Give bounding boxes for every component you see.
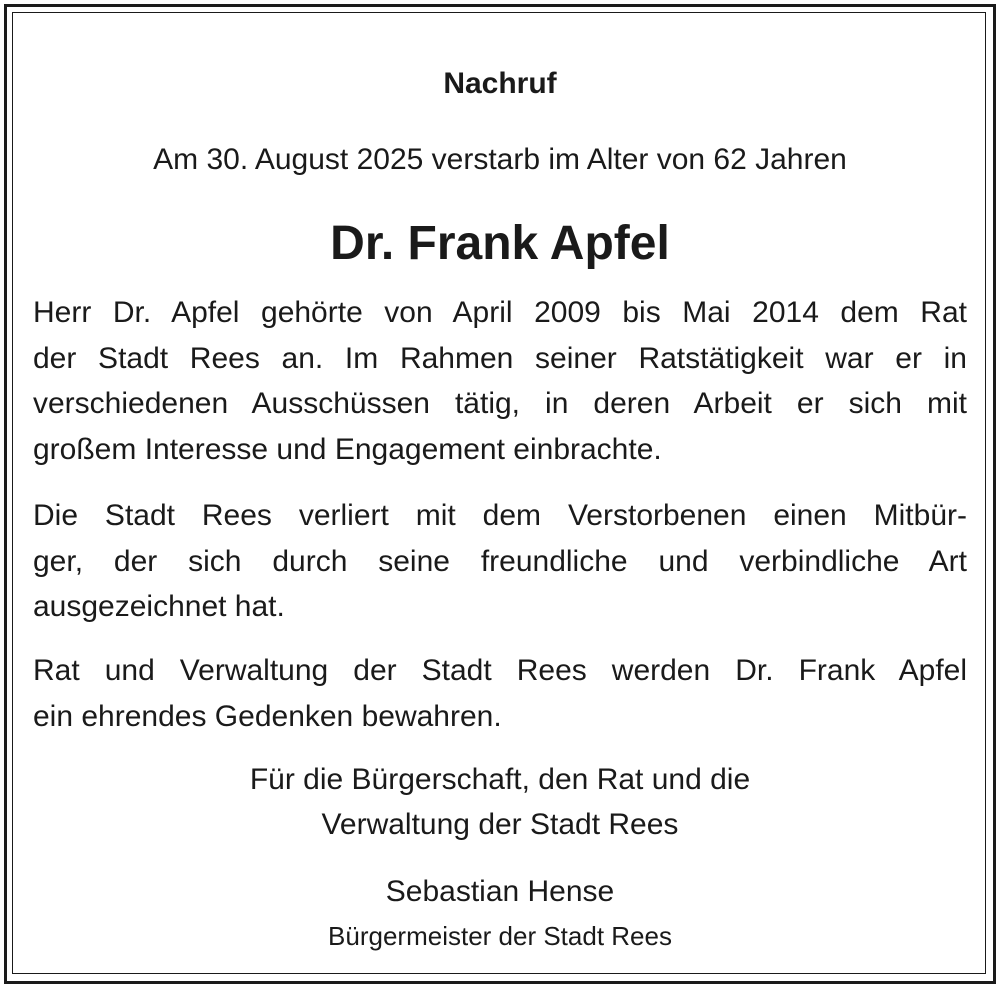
paragraph-line: Rat und Verwaltung der Stadt Rees werden Dr. Frank Apfel bbox=[33, 654, 967, 687]
deceased-name: Dr. Frank Apfel bbox=[330, 217, 670, 270]
closing-line: Verwaltung der Stadt Rees bbox=[321, 808, 679, 841]
paragraph-career bbox=[33, 290, 967, 472]
paragraph-line: ger, der sich durch seine freundliche und verbindliche Art bbox=[33, 544, 967, 578]
paragraph-remembrance bbox=[33, 648, 967, 739]
signer-name: Sebastian Hense bbox=[385, 875, 615, 908]
paragraph-line: ausgezeichnet hat. bbox=[33, 590, 285, 623]
notice-heading: Nachruf bbox=[443, 67, 557, 100]
signer-title: Bürgermeister der Stadt Rees bbox=[328, 921, 672, 951]
paragraph-line: Herr Dr. Apfel gehörte von April 2009 bis Mai 2014 dem Rat bbox=[33, 296, 967, 329]
paragraph-line: verschiedenen Ausschüssen tätig, in deren Arbeit er sich mit bbox=[33, 387, 967, 420]
closing-block bbox=[0, 757, 1000, 847]
paragraph-line: der Stadt Rees an. Im Rahmen seiner Ratstätigkeit war er in bbox=[33, 341, 967, 375]
intro-line: Am 30. August 2025 verstarb im Alter von 62 Jahren bbox=[153, 143, 847, 176]
paragraph-line: Die Stadt Rees verliert mit dem Verstorbenen einen Mitbür- bbox=[33, 499, 967, 532]
closing-line: Für die Bürgerschaft, den Rat und die bbox=[249, 763, 751, 796]
paragraph-tribute bbox=[33, 493, 967, 630]
paragraph-line: großem Interesse und Engagement einbrachte. bbox=[33, 432, 662, 466]
paragraph-line: ein ehrendes Gedenken bewahren. bbox=[33, 699, 502, 733]
